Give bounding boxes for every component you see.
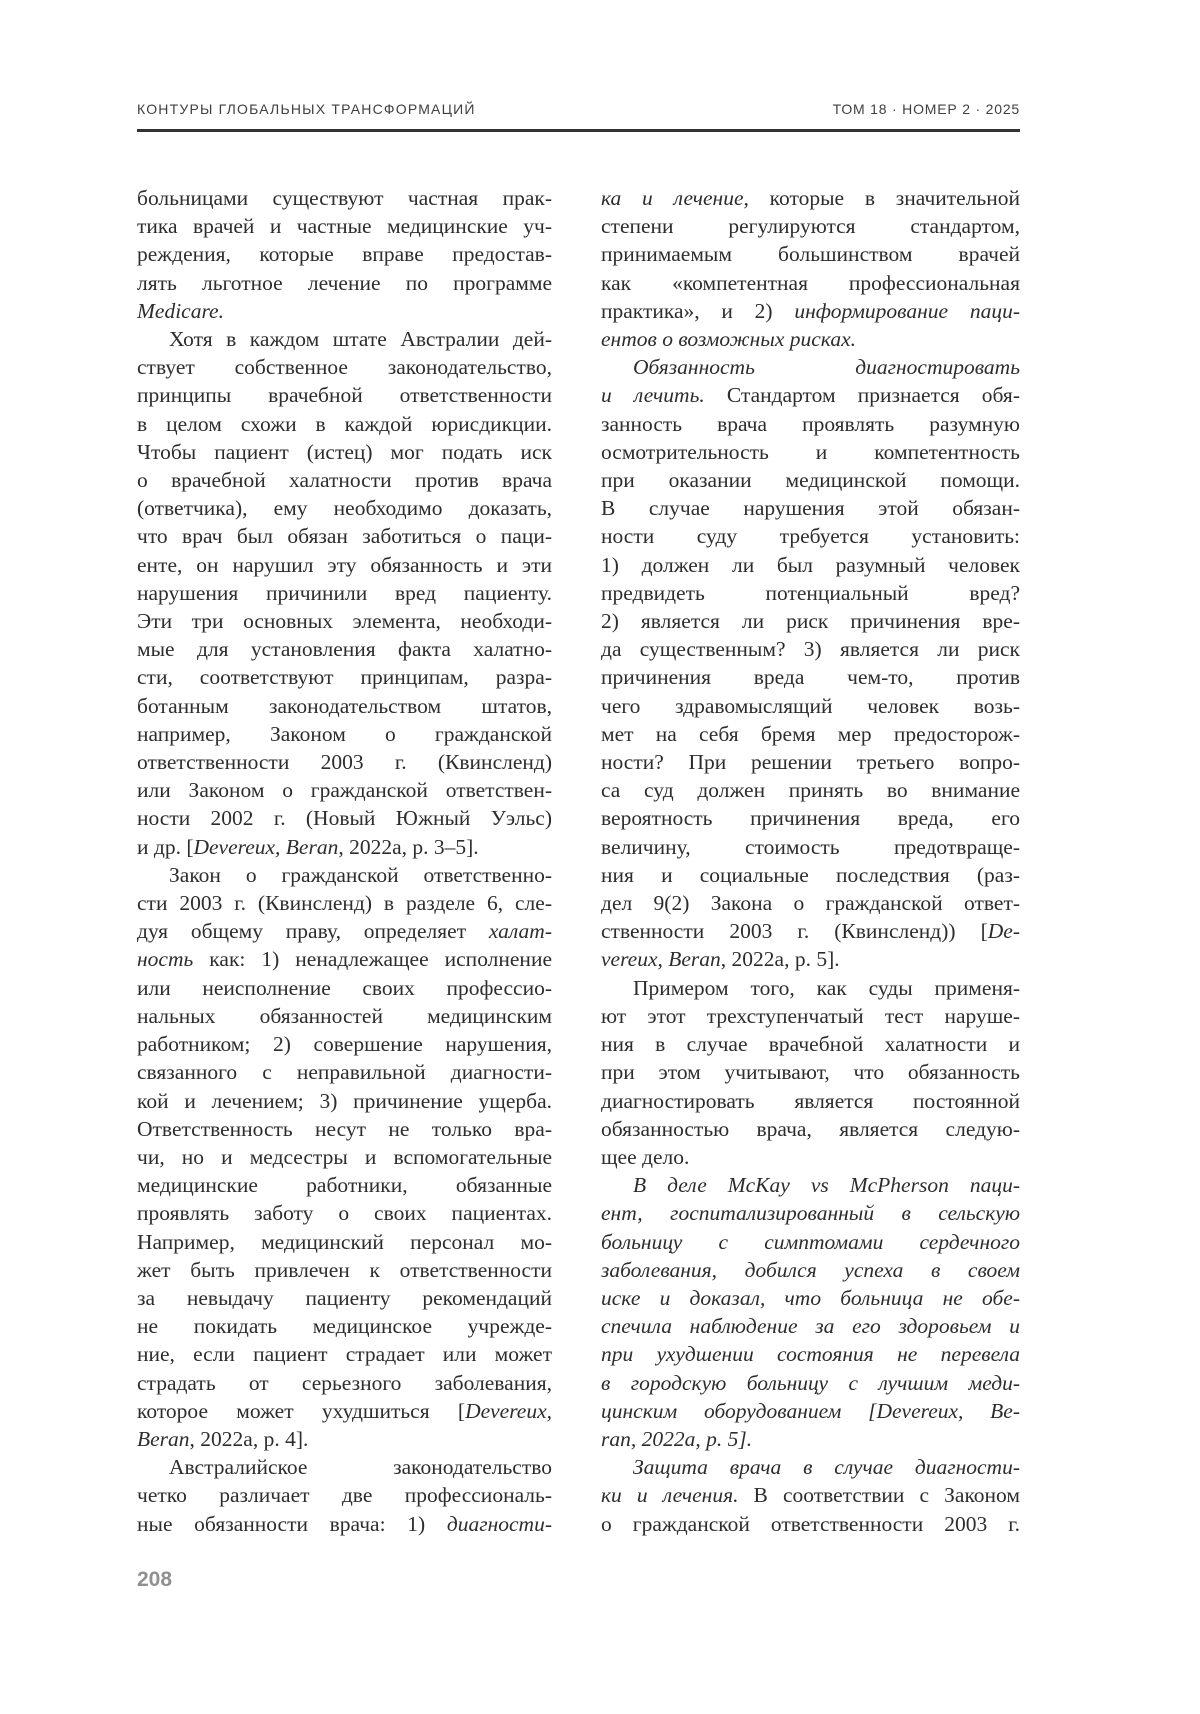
- text-line: жет быть привлечен к ответственности: [137, 1257, 552, 1282]
- text-line: за невыдачу пациенту рекомендаций: [137, 1285, 552, 1310]
- text-line: и др. [Devereux, Beran, 2022a, p. 3–5].: [137, 834, 479, 859]
- text-line: Эти три основных элемента, необходи-: [137, 609, 552, 634]
- text-line: ности? При решении третьего вопро-: [601, 750, 1020, 775]
- text-line: ка и лечение, которые в значительной: [601, 186, 1020, 210]
- text-line: ния в случае врачебной халатности и: [601, 1032, 1020, 1057]
- text-line: vereux, Beran, 2022a, p. 5].: [601, 947, 840, 972]
- text-line: сти, соответствуют принципам, разра-: [137, 665, 552, 690]
- text-line: заболевания, добился успеха в своем: [601, 1257, 1020, 1282]
- text-line: иске и доказал, что больница не обе-: [601, 1285, 1020, 1310]
- text-line: нальных обязанностей медицинским: [137, 1003, 552, 1028]
- text-line: Ответственность несут не только вра-: [137, 1116, 552, 1141]
- text-line: ентов о возможных рисках.: [601, 327, 856, 352]
- text-line: ния и социальные последствия (раз-: [601, 862, 1020, 887]
- text-line: занность врача проявлять разумную: [601, 411, 1020, 436]
- right-column: [601, 184, 1020, 1538]
- text-line: ответственности 2003 г. (Квинсленд): [137, 750, 552, 775]
- text-line: что врач был обязан заботиться о паци-: [137, 524, 552, 549]
- text-line: предвидеть потенциальный вред?: [601, 580, 1020, 605]
- text-line: дел 9(2) Закона о гражданской ответ-: [601, 891, 1020, 916]
- text-line: медицинские работники, обязанные: [137, 1173, 552, 1198]
- text-line: степени регулируются стандартом,: [601, 214, 1020, 239]
- text-line: ент, госпитализированный в сельскую: [601, 1201, 1020, 1226]
- text-line: Beran, 2022a, p. 4].: [137, 1426, 309, 1451]
- text-line: работником; 2) совершение нарушения,: [137, 1032, 552, 1057]
- text-line: больницу с симптомами сердечного: [601, 1229, 1020, 1254]
- text-line: щее дело.: [601, 1144, 690, 1169]
- text-line: практика», и 2) информирование паци-: [601, 298, 1020, 323]
- text-line: или неисполнение своих профессио-: [137, 975, 552, 1000]
- text-line: Хотя в каждом штате Австралии дей-: [169, 327, 552, 352]
- text-line: величину, стоимость предотвраще-: [601, 834, 1020, 859]
- text-line: В случае нарушения этой обязан-: [601, 496, 1020, 521]
- text-line: нарушения причинили вред пациенту.: [137, 580, 552, 605]
- text-line: чи, но и медсестры и вспомогательные: [137, 1144, 552, 1169]
- text-line: причинения вреда чем-то, против: [601, 665, 1020, 690]
- text-line: страдать от серьезного заболевания,: [137, 1370, 552, 1395]
- text-line: или Законом о гражданской ответствен-: [137, 778, 552, 803]
- header-rule: [137, 129, 1020, 132]
- text-line: мет на себя бремя мер предосторож-: [601, 721, 1020, 746]
- text-line: да существенным? 3) является ли риск: [601, 637, 1020, 662]
- text-line: ности суду требуется установить:: [601, 524, 1020, 549]
- text-line: ственности 2003 г. (Квинсленд)) [De-: [601, 919, 1020, 944]
- text-line: не покидать медицинское учрежде-: [137, 1314, 552, 1339]
- text-line: обязанностью врача, является следую-: [601, 1116, 1020, 1141]
- text-line: В деле McKay vs McPherson паци-: [633, 1173, 1020, 1198]
- text-line: о гражданской ответственности 2003 г.: [601, 1511, 1020, 1536]
- text-line: Закон о гражданской ответственно-: [169, 862, 552, 887]
- text-line: принципы врачебной ответственности: [137, 383, 552, 408]
- text-line: спечила наблюдение за его здоровьем и: [601, 1314, 1020, 1339]
- text-line: Чтобы пациент (истец) мог подать иск: [137, 439, 552, 464]
- page-footer: [137, 1568, 172, 1592]
- page-number: 208: [137, 1568, 173, 1591]
- text-line: о врачебной халатности против врача: [137, 468, 552, 493]
- text-line: ствует собственное законодательство,: [137, 355, 552, 380]
- text-line: при этом учитывают, что обязанность: [601, 1060, 1020, 1085]
- text-line: ran, 2022a, p. 5].: [601, 1426, 753, 1451]
- journal-title: КОНТУРЫ ГЛОБАЛЬНЫХ ТРАНСФОРМАЦИЙ: [137, 101, 476, 117]
- text-line: например, Законом о гражданской: [137, 721, 552, 746]
- text-line: са суд должен принять во внимание: [601, 778, 1020, 803]
- text-line: енте, он нарушил эту обязанность и эти: [137, 552, 552, 577]
- text-line: (ответчика), ему необходимо доказать,: [137, 496, 552, 521]
- text-line: ют этот трехступенчатый тест наруше-: [601, 1003, 1020, 1028]
- text-line: Защита врача в случае диагности-: [633, 1455, 1020, 1480]
- text-line: диагностировать является постоянной: [601, 1088, 1020, 1113]
- issue-info: ТОМ 18 · НОМЕР 2 · 2025: [832, 101, 1020, 117]
- text-line: цинским оборудованием [Devereux, Be-: [601, 1398, 1020, 1423]
- text-line: лять льготное лечение по программе: [137, 270, 552, 295]
- left-column: [137, 184, 552, 1538]
- text-line: сти 2003 г. (Квинсленд) в разделе 6, сле-: [137, 891, 552, 916]
- article-body: [137, 184, 1020, 1538]
- text-line: кой и лечением; 3) причинение ущерба.: [137, 1088, 552, 1113]
- text-line: и лечить. Стандартом признается обя-: [601, 383, 1020, 408]
- text-line: ности 2002 г. (Новый Южный Уэльс): [137, 806, 552, 831]
- text-line: осмотрительность и компетентность: [601, 439, 1020, 464]
- text-line: ние, если пациент страдает или может: [137, 1342, 552, 1367]
- text-line: Примером того, как суды применя-: [633, 975, 1020, 1000]
- text-line: ботанным законодательством штатов,: [137, 693, 552, 718]
- text-line: Обязанность диагностировать: [633, 355, 1020, 380]
- text-line: при ухудшении состояния не перевела: [601, 1342, 1020, 1367]
- text-line: Например, медицинский персонал мо-: [137, 1229, 552, 1254]
- page-header: [137, 101, 1020, 117]
- text-line: ность как: 1) ненадлежащее исполнение: [137, 947, 552, 972]
- text-line: принимаемым большинством врачей: [601, 242, 1020, 267]
- text-line: вероятность причинения вреда, его: [601, 806, 1020, 831]
- text-line: проявлять заботу о своих пациентах.: [137, 1201, 552, 1226]
- text-line: при оказании медицинской помощи.: [601, 468, 1020, 493]
- text-line: как «компетентная профессиональная: [601, 270, 1020, 295]
- text-line: 1) должен ли был разумный человек: [601, 552, 1020, 577]
- text-line: которое может ухудшиться [Devereux,: [137, 1398, 552, 1423]
- text-line: тика врачей и частные медицинские уч-: [137, 214, 552, 239]
- text-line: мые для установления факта халатно-: [137, 637, 552, 662]
- text-line: Medicare.: [137, 298, 224, 323]
- text-line: в целом схожи в каждой юрисдикции.: [137, 411, 552, 436]
- text-line: ки и лечения. В соответствии с Законом: [601, 1483, 1020, 1508]
- text-line: четко различает две профессиональ-: [137, 1483, 552, 1508]
- text-line: связанного с неправильной диагности-: [137, 1060, 552, 1085]
- text-line: 2) является ли риск причинения вре-: [601, 609, 1020, 634]
- text-line: ные обязанности врача: 1) диагности-: [137, 1511, 552, 1536]
- text-line: дуя общему праву, определяет халат-: [137, 919, 552, 944]
- text-line: Австралийское законодательство: [169, 1455, 552, 1480]
- text-line: больницами существуют частная прак-: [137, 186, 552, 210]
- text-line: в городскую больницу с лучшим меди-: [601, 1370, 1020, 1395]
- text-line: чего здравомыслящий человек возь-: [601, 693, 1020, 718]
- text-line: реждения, которые вправе предостав-: [137, 242, 552, 267]
